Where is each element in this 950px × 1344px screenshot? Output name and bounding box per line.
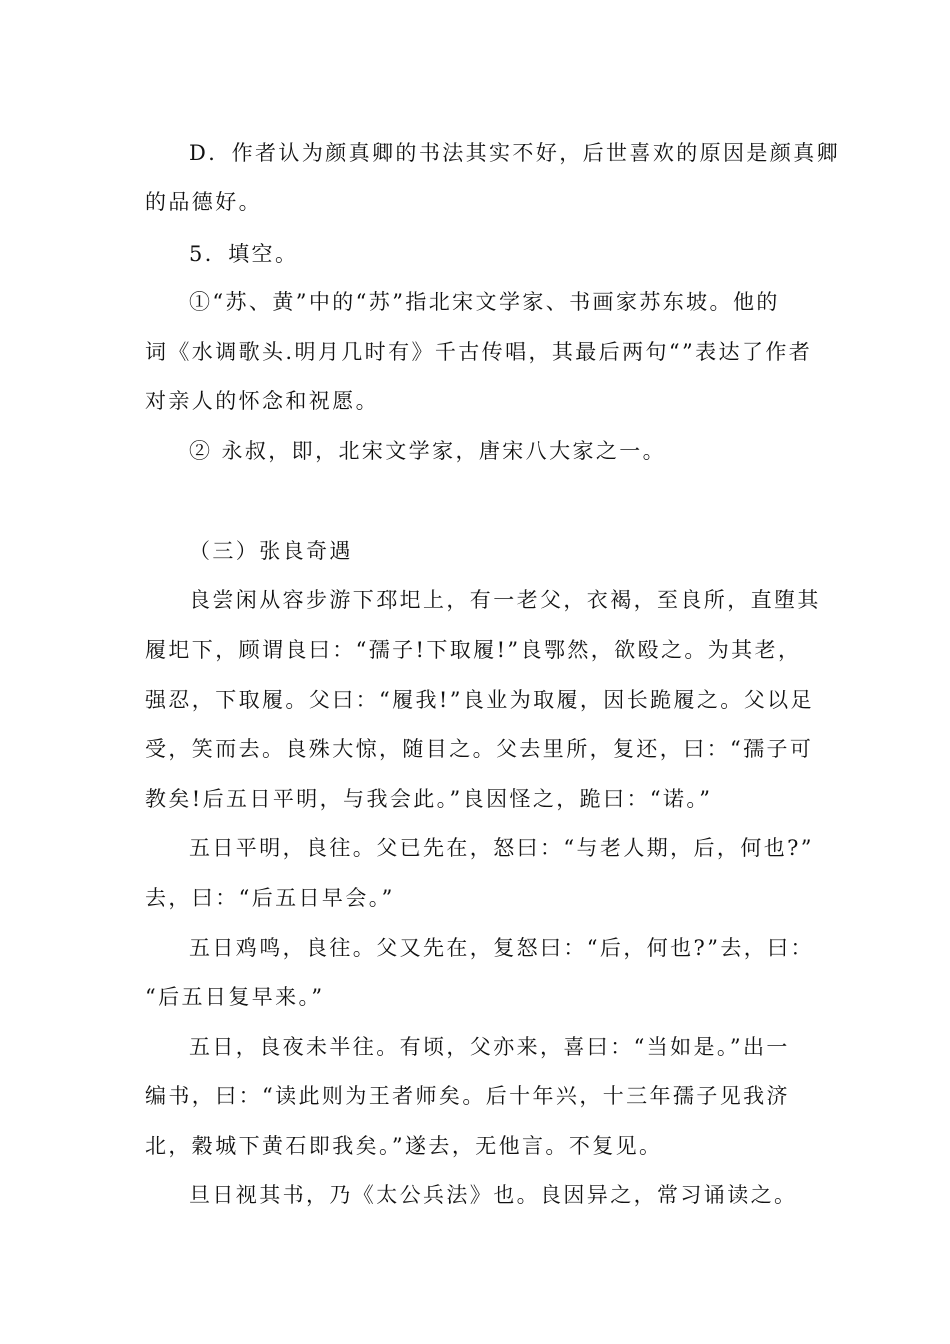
passage-p2-line-2: 去，曰：“后五日早会。” bbox=[145, 886, 395, 910]
passage-p5-line-1: 旦日视其书，乃《太公兵法》也。良因异之，常习诵读之。 bbox=[189, 1183, 798, 1207]
q5-item-1-line-3: 对亲人的怀念和祝愿。 bbox=[145, 389, 379, 413]
passage-p1-line-3: 强忍，下取履。父曰：“履我!”良业为取履，因长跪履之。父以足 bbox=[145, 688, 814, 712]
option-d-line-2: 的品德好。 bbox=[145, 190, 262, 214]
q5-item-1-line-2: 词《水调歌头.明月几时有》千古传唱，其最后两句“”表达了作者 bbox=[145, 340, 813, 364]
passage-p1-line-2: 履圯下，顾谓良曰：“孺子!下取履!”良鄂然，欲殴之。为其老， bbox=[145, 638, 802, 662]
passage-p3-line-1: 五日鸡鸣，良往。父又先在，复怒曰：“后，何也?”去，曰： bbox=[189, 936, 814, 960]
passage-p4-line-2: 编书，曰：“读此则为王者师矣。后十年兴，十三年孺子见我济 bbox=[145, 1084, 790, 1108]
passage-p1-line-5: 教矣!后五日平明，与我会此。”良因怪之，跪曰：“诺。” bbox=[145, 787, 713, 811]
question-5-title: 5．填空。 bbox=[189, 242, 299, 266]
passage-p4-line-3: 北，穀城下黄石即我矣。”遂去，无他言。不复见。 bbox=[145, 1134, 663, 1158]
q5-item-1-line-1: ①“苏、黄”中的“苏”指北宋文学家、书画家苏东坡。他的 bbox=[189, 290, 780, 314]
passage-p1-line-4: 受，笑而去。良殊大惊，随目之。父去里所，复还，曰：“孺子可 bbox=[145, 737, 814, 761]
passage-p4-line-1: 五日，良夜未半往。有顷，父亦来，喜曰：“当如是。”出一 bbox=[189, 1035, 790, 1059]
section-3-title: （三）张良奇遇 bbox=[189, 539, 353, 563]
passage-p1-line-1: 良尝闲从容步游下邳圯上，有一老父，衣褐，至良所，直堕其 bbox=[189, 588, 821, 612]
option-d-line-1: D．作者认为颜真卿的书法其实不好，后世喜欢的原因是颜真卿 bbox=[189, 141, 841, 165]
passage-p3-line-2: “后五日复早来。” bbox=[145, 985, 325, 1009]
passage-p2-line-1: 五日平明，良往。父已先在，怒曰：“与老人期，后，何也?” bbox=[189, 836, 814, 860]
q5-item-2: ② 永叔，即，北宋文学家，唐宋八大家之一。 bbox=[189, 439, 667, 463]
